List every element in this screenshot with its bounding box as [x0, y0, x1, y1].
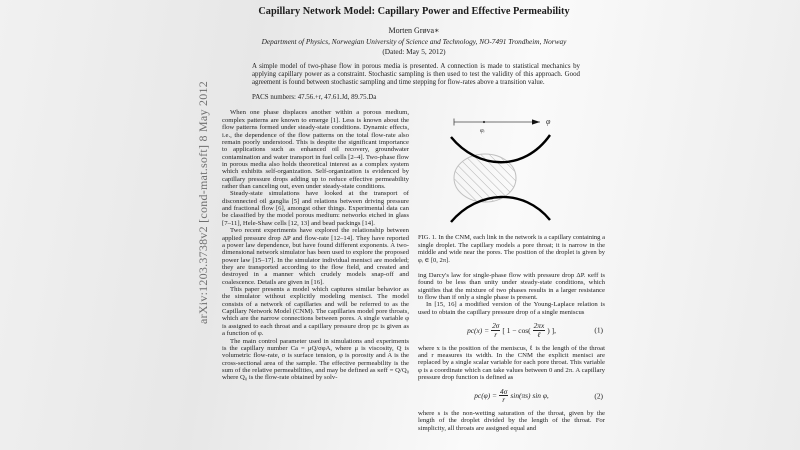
paragraph: where s is the non-wetting saturation of the throat, given by the length of the droplet divided by the length of the throat. For simplicity, all throats are assigned equal and — [418, 410, 605, 432]
capillary-throat-diagram — [436, 110, 588, 224]
paper-date: (Dated: May 5, 2012) — [382, 47, 446, 56]
figure-1 — [418, 110, 605, 229]
paragraph: Steady-state simulations have looked at the transport of disconnected oil ganglia [5] and relations between driving pressure and fractional flow [6], amongst other things. Experimental data can be classified by the model porous medium: networks etched in glass [7–11], Hele-Shaw cells [12, 13] and bead packings [14]. — [222, 190, 409, 227]
throat-wall-bottom — [451, 197, 550, 222]
paper-page — [222, 6, 606, 449]
equation-1 — [418, 322, 605, 339]
eq2-fraction: $\frac{4\sigma}{r}$ — [500, 386, 508, 405]
equation-2 — [418, 388, 605, 405]
two-column-body — [222, 109, 606, 449]
eq1-close: ) ], — [547, 325, 556, 335]
paragraph: This paper presents a model which captures similar behavior as the simulator without explicitly modeling menisci. The model consists of a network of capillaries and will be referred to as the Capillary Network Model (CNM). The capillaries model pore throats, which are the narrow connections between pores. A single variable φ is assigned to each throat and a capillary pressure drop pc is given as a function of φ. — [222, 286, 409, 338]
paragraph: In [15, 16] a modified version of the Young-Laplace relation is used to obtain the capillary pressure drop of a single meniscus — [418, 301, 605, 316]
eq2-number: (2) — [594, 391, 603, 401]
eq1-lhs: pc(x) = — [467, 325, 490, 335]
arxiv-watermark: arXiv:1203.3738v2 [cond-mat.soft] 8 May 2012 — [196, 81, 210, 324]
paragraph: where x is the position of the meniscus, ℓ is the length of the throat and r measures its width. In the CNM the explicit menisci are replaced by a single scalar variable for each pore throat. This variable φ is a coordinate which can take values between 0 and 2π. A capillary pressure drop function is defined as — [418, 344, 605, 382]
paragraph: The main control parameter used in simulations and experiments is the capillary number Ca = μQ/σφA, where μ is viscosity, Q is volumetric flow-rate, σ is surface tension, φ is porosity and A is the cross-sectional area of the sample. The effective permeability is the sum of the relative permeabilities, and may be defined as κeff = Q/Q₀ where Q₀ is the flow-rate obtained by solv- — [222, 337, 409, 382]
phi-axis-arrow — [454, 117, 551, 134]
phi-axis-label: φ — [545, 117, 550, 127]
eq1-open: [ 1 − cos( — [502, 325, 531, 335]
abstract: A simple model of two-phase flow in porous media is presented. A connection is made to statistical mechanics by applying capillary power as a constraint. Stochastic sampling is then used to test the validity of this approach. Good agreement is found between stochastic sampling and time stepping for flow-rates above a transition value. — [252, 63, 580, 87]
eq1-fraction: $\frac{2\sigma}{r}$ — [492, 321, 500, 339]
eq2-lhs: pc(φ) = — [474, 391, 498, 401]
paragraph: When one phase displaces another within a porous medium, complex patterns are known to emerge [1]. Less is known about the flow patterns formed under steady-state conditions. Dynamic effects, i.e., the dependence of the flow patterns on the total flow-rate also remain poorly understood. This is despite the significant importance to applications such as enhanced oil recovery, groundwater contamination and water transport in fuel cells [2–4]. Two-phase flow in porous media also holds theoretical interest as a complex system which exhibits self-organization. Self-organization is evidenced by capillary pressure drops adding up to reduce effective permeability rather than canceling out, even under steady-state conditions. — [222, 109, 409, 191]
phi-i-tick-label: φᵢ — [479, 127, 485, 135]
paper-title: Capillary Network Model: Capillary Power and Effective Permeability — [258, 6, 570, 17]
droplet-position-marker — [482, 121, 484, 123]
eq1-number: (1) — [594, 325, 603, 335]
eq1-inner-fraction: $\frac{2\pi x}{\text{ℓ}}$ — [533, 321, 545, 339]
figure-caption: FIG. 1. In the CNM, each link in the network is a capillary containing a single droplet. The capillary models a pore throat; it is narrow in the middle and wide near the pores. The position of the droplet is given by φᵢ ∈ [0, 2π]. — [418, 234, 605, 264]
right-column — [418, 109, 605, 449]
paragraph: ing Darcy's law for single-phase flow with pressure drop ΔP. κeff is found to be less than unity under steady-state conditions, which signifies that the mixture of two phases results in a larger resistance to flow than if only a single phase is present. — [418, 272, 605, 302]
eq2-tail: sin(πs) sin φ, — [510, 391, 549, 401]
author-name: Morten Grøva∗ — [388, 26, 440, 35]
left-column — [222, 109, 409, 449]
paragraph: Two recent experiments have explored the relationship between applied pressure drop ΔP and flow-rate [12–14]. They have reported a power law dependence, but have found different exponents. A two-dimensional network simulator has been used to explore the proposed power law [15–17]. In the simulator individual menisci are modeled; they are transported according to the flow field, and created and destroyed in a manner which crudely models snap-off and coalescence. Details are given in [16]. — [222, 227, 409, 286]
author-affiliation: Department of Physics, Norwegian University of Science and Technology, NO-7491 Trondheim, Norway — [261, 37, 567, 46]
pacs-line: PACS numbers: 47.56.+r, 47.61.Jd, 89.75.Da — [252, 94, 377, 102]
